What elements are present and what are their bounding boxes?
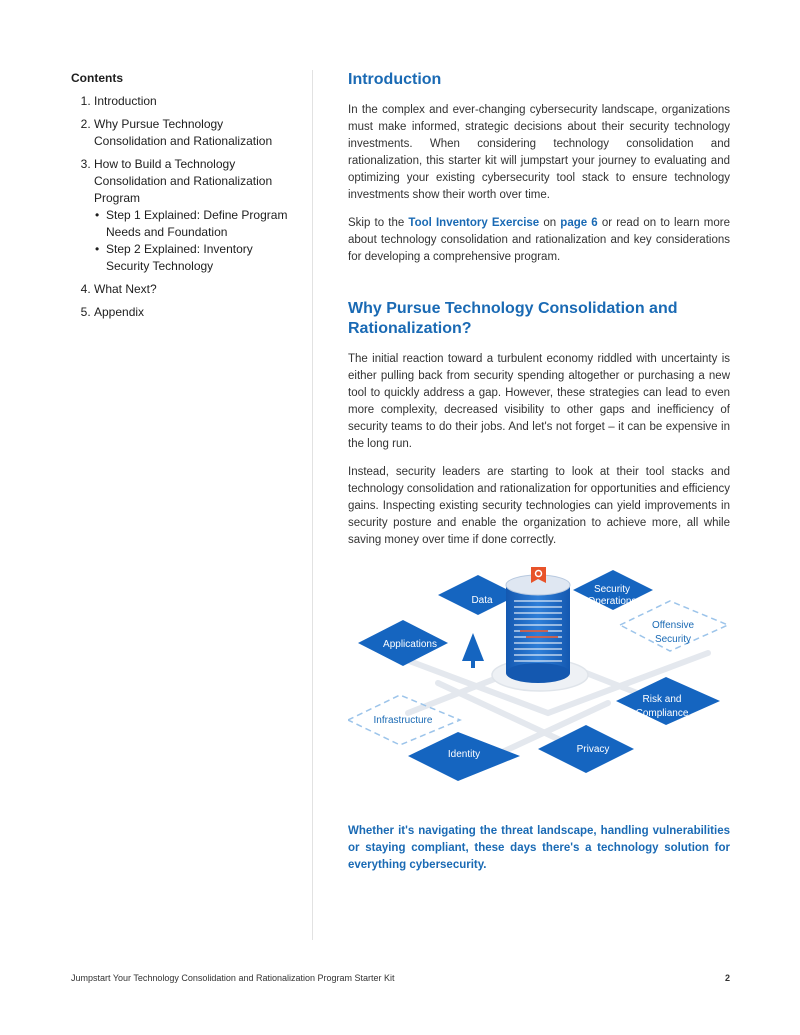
tile-identity [408,732,520,781]
toc-item-why-pursue[interactable]: 2. Why Pursue Technology Consolidation and Rationalization [94,116,296,150]
toc-subitem-step-2[interactable]: • Step 2 Explained: Inventory Security Technology [106,241,296,275]
why-paragraph-2: Instead, security leaders are starting to look at their tool stacks and technology consolidation and rationalization for opportunities and efficiency gains. Inspecting existing security technologies can yield improvements in security posture and enable the organization to achieve more, all while saving money over time if done correctly. [348,466,730,546]
introduction-heading: Introduction [348,71,442,88]
svg-text:Data: Data [471,595,493,606]
page-6-link[interactable]: page 6 [560,217,598,229]
toc-item-how-to-build[interactable]: 3. How to Build a Technology Consolidation and Rationalization Program • Step 1 Explained: Define Program Needs and Foundation • Step 2 Explained: Inventory Security Technology [94,156,296,275]
why-pursue-heading: Why Pursue Technology Consolidation and Rationalization? [348,300,678,337]
tile-privacy [538,725,634,773]
page-number: 2 [724,973,730,983]
table-of-contents [71,70,296,327]
svg-text:Privacy: Privacy [576,744,610,755]
introduction-paragraph-1: In the complex and ever-changing cybersecurity landscape, organizations must make informed, strategic decisions about their security technology investments. When considering technology consolidation and rationalization, this starter kit will jumpstart your journey to evaluating and optimizing your existing cybersecurity tool stack to ensure technology investments show their worth over time. [348,104,730,201]
tile-infrastructure [348,695,460,745]
svg-text:Operations: Operations [587,596,637,607]
why-paragraph-1: The initial reaction toward a turbulent economy riddled with uncertainty is either pulling back from security spending altogether or purchasing a new tool to quickly address a gap. However, these strategies can lead to even more complexity, decreased visibility to other gaps and inefficiency of security teams to do their jobs. And let's not forget – it can be expensive in the long run. [348,353,730,450]
tile-applications [358,620,448,666]
svg-text:Risk and: Risk and [642,694,682,705]
main-column [348,70,730,874]
tree-icon [462,633,484,668]
toc-subitem-step-1[interactable]: • Step 1 Explained: Define Program Needs and Foundation [106,207,296,241]
toc-item-appendix[interactable]: 5. Appendix [94,304,296,321]
tile-security-operations [573,570,653,610]
svg-text:Compliance: Compliance [635,708,689,719]
page-footer [71,973,730,983]
introduction-paragraph-2: Skip to the Tool Inventory Exercise on page 6 or read on to learn more about technology consolidation and rationalization and key considerations for developing a comprehensive program. [348,217,730,263]
technology-domains-diagram [348,563,730,803]
toc-title: Contents [71,71,123,85]
svg-text:Applications: Applications [383,639,437,650]
callout-text: Whether it's navigating the threat landscape, handling vulnerabilities or staying compliant, these days there's a technology solution for everything cybersecurity. [348,825,730,871]
tool-inventory-link[interactable]: Tool Inventory Exercise [408,217,540,229]
svg-text:Identity: Identity [447,749,481,760]
toc-item-introduction[interactable]: 1. Introduction [94,93,296,110]
toc-item-what-next[interactable]: 4. What Next? [94,281,296,298]
tile-offensive-security [620,601,728,651]
server-stack-icon [506,575,570,683]
column-divider [312,70,313,940]
toc-list [71,93,296,321]
svg-text:Infrastructure: Infrastructure [373,715,433,726]
svg-text:Security: Security [593,584,631,595]
svg-text:Offensive: Offensive [651,620,695,631]
toc-sublist [94,207,296,275]
footer-title: Jumpstart Your Technology Consolidation and Rationalization Program Starter Kit [71,973,395,983]
svg-text:Security: Security [654,634,692,645]
